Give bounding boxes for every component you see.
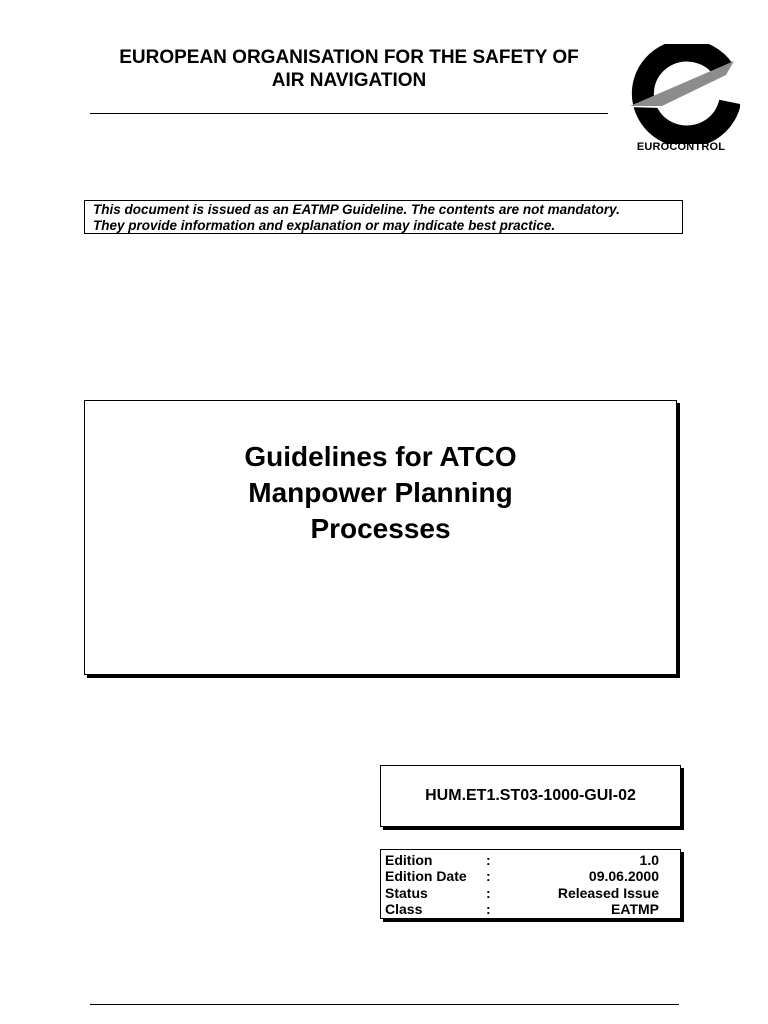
edition-date-row bbox=[385, 868, 659, 884]
status-separator: : bbox=[486, 884, 491, 901]
organisation-title bbox=[90, 46, 608, 92]
class-value: EATMP bbox=[611, 900, 659, 917]
header-divider bbox=[90, 113, 608, 114]
notice-line-2: They provide information and explanation or may indicate best practice. bbox=[93, 218, 556, 233]
status-row bbox=[385, 885, 659, 901]
edition-date-label: Edition Date bbox=[385, 868, 467, 885]
eurocontrol-logo bbox=[622, 44, 740, 156]
document-title bbox=[85, 439, 676, 547]
edition-info-table bbox=[380, 849, 681, 919]
status-value: Released Issue bbox=[557, 884, 659, 901]
document-title-line-1: Guidelines for ATCO bbox=[244, 441, 517, 472]
document-title-line-3: Processes bbox=[310, 513, 451, 544]
guideline-notice bbox=[84, 200, 683, 234]
document-title-line-2: Manpower Planning bbox=[248, 477, 513, 508]
edition-date-value: 09.06.2000 bbox=[588, 868, 659, 885]
organisation-title-line-1: EUROPEAN ORGANISATION FOR THE SAFETY OF bbox=[119, 47, 579, 68]
footer-divider bbox=[90, 1004, 679, 1005]
edition-label: Edition bbox=[385, 852, 433, 868]
edition-date-separator: : bbox=[486, 868, 491, 885]
edition-row bbox=[385, 852, 659, 868]
document-title-box bbox=[84, 400, 677, 675]
class-separator: : bbox=[486, 900, 491, 917]
status-label: Status bbox=[385, 884, 428, 901]
edition-separator: : bbox=[486, 852, 491, 868]
class-label: Class bbox=[385, 900, 423, 917]
edition-value: 1.0 bbox=[639, 852, 659, 868]
logo-label: EUROCONTROL bbox=[636, 141, 726, 153]
document-reference: HUM.ET1.ST03-1000-GUI-02 bbox=[380, 765, 681, 827]
organisation-title-line-2: AIR NAVIGATION bbox=[271, 70, 427, 91]
class-row bbox=[385, 901, 659, 917]
notice-line-1: This document is issued as an EATMP Guideline. The contents are not mandatory. bbox=[93, 202, 620, 217]
eurocontrol-emblem-icon bbox=[622, 44, 740, 144]
